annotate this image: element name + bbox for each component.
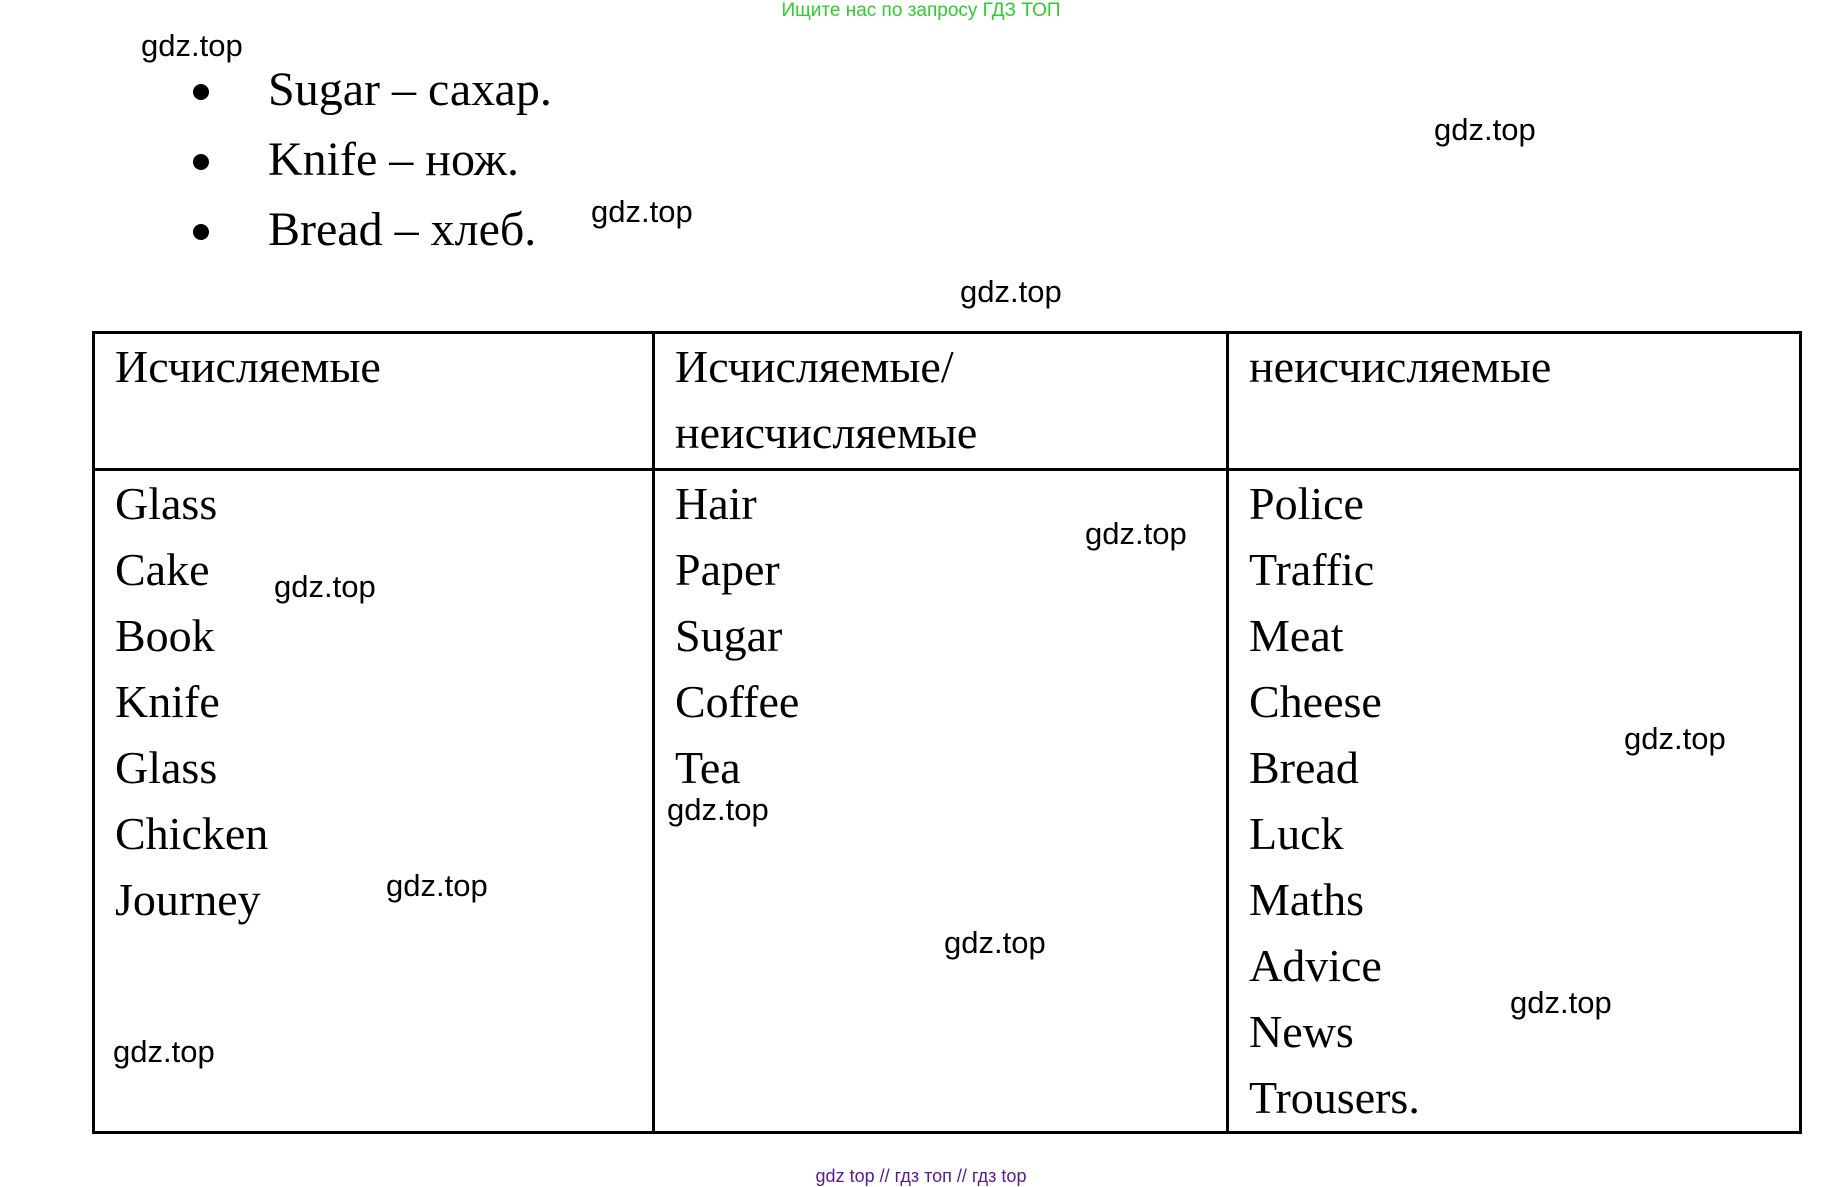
table-cell: Journey (115, 874, 261, 925)
bullet-icon (193, 154, 209, 170)
watermark: gdz.top (113, 1034, 215, 1069)
table-cell: Advice (1249, 940, 1382, 991)
table-cell: Cake (115, 544, 210, 595)
bullet-text: Bread – хлеб. (268, 203, 537, 256)
list-item (190, 128, 552, 198)
watermark: gdz.top (960, 274, 1062, 309)
watermark: gdz.top (591, 194, 693, 229)
table-cell: Paper (675, 544, 780, 595)
watermark: gdz.top (1085, 516, 1187, 551)
header-countable: Исчисляемые (94, 333, 654, 470)
list-item (190, 58, 552, 128)
table-cell: Tea (675, 742, 741, 793)
top-banner[interactable]: Ищите нас по запросу ГДЗ ТОП (781, 0, 1061, 21)
table-cell: Traffic (1249, 544, 1375, 595)
table-cell: Glass (115, 478, 218, 529)
footer-links[interactable]: gdz top // гдз топ // гдз top (815, 1166, 1027, 1186)
watermark: gdz.top (1434, 112, 1536, 147)
watermark: gdz.top (274, 569, 376, 604)
watermark: gdz.top (1624, 721, 1726, 756)
table-cell: Police (1249, 478, 1364, 529)
bullet-text: Sugar – сахар. (268, 63, 552, 116)
table-cell: Hair (675, 478, 757, 529)
watermark: gdz.top (944, 925, 1046, 960)
watermark: gdz.top (386, 868, 488, 903)
watermark: gdz.top (141, 28, 243, 63)
column-uncountable (1228, 470, 1801, 1133)
table-cell: Book (115, 610, 215, 661)
bullet-list (190, 58, 552, 268)
bullet-icon (193, 84, 209, 100)
header-uncountable: неисчисляемые (1228, 333, 1801, 470)
table-cell: Bread (1249, 742, 1359, 793)
table-cell: Chicken (115, 808, 269, 859)
watermark: gdz.top (1510, 985, 1612, 1020)
bullet-text: Knife – нож. (268, 133, 519, 186)
table-cell: Glass (115, 742, 218, 793)
table-cell: Knife (115, 676, 220, 727)
table-cell: Maths (1249, 874, 1364, 925)
header-countable-uncountable: Исчисляемые/ неисчисляемые (654, 333, 1228, 470)
table-cell: Meat (1249, 610, 1344, 661)
table-cell: News (1249, 1006, 1354, 1057)
table-cell: Sugar (675, 610, 783, 661)
table-cell: Luck (1249, 808, 1344, 859)
bullet-icon (193, 224, 209, 240)
watermark: gdz.top (667, 792, 769, 827)
table-cell: Cheese (1249, 676, 1382, 727)
table-header-row (94, 333, 1801, 470)
list-item (190, 198, 552, 268)
table-cell: Coffee (675, 676, 800, 727)
table-cell: Trousers. (1249, 1072, 1420, 1123)
